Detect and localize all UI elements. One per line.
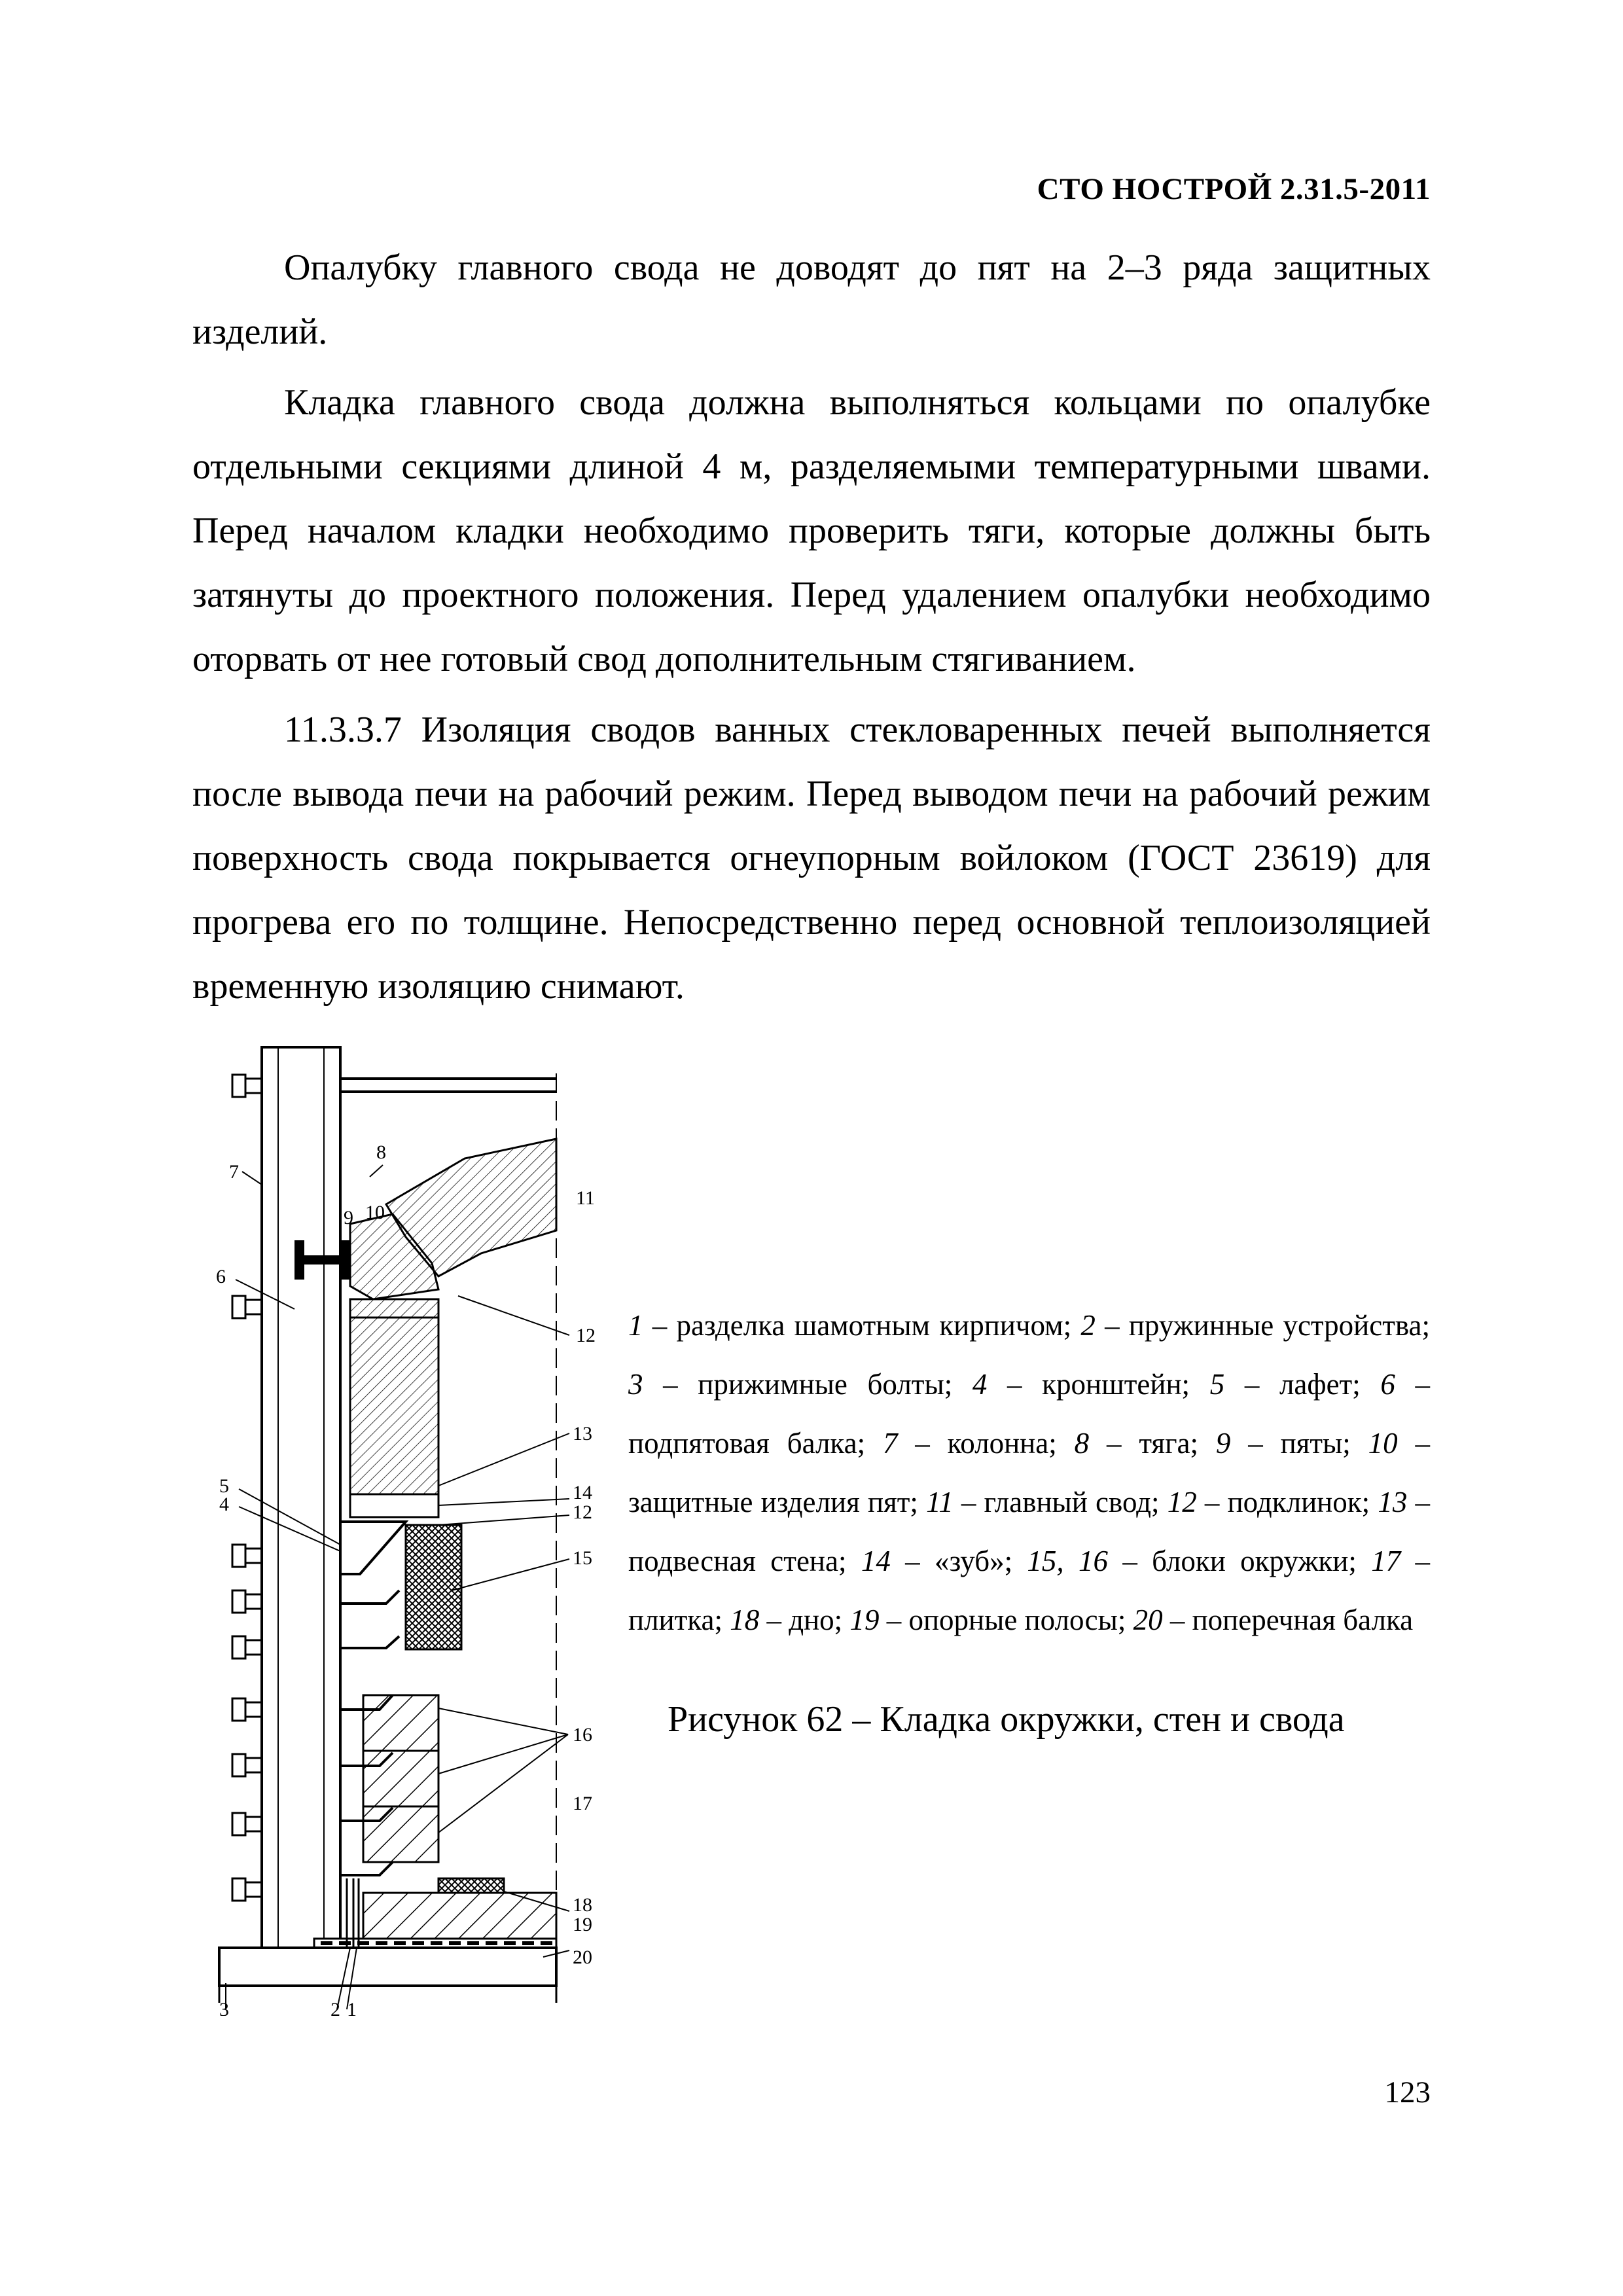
cross-beam (219, 1948, 556, 1986)
callout-16: 16 (573, 1724, 592, 1746)
document-header: СТО НОСТРОЙ 2.31.5-2011 (1037, 172, 1431, 206)
callout-8: 8 (376, 1141, 386, 1163)
paragraph: Опалубку главного свода не доводят до пят на 2–3 ряда защитных изделий. (192, 247, 1431, 352)
paragraph: 11.3.3.7 Изоляция сводов ванных стекловаренных печей выполняется после вывода печи на рабочий режим. Перед выводом печи на рабочий режим поверхность свода покрывается огнеупорным войлоком (ГОСТ 23619) для прогрева его по толщине. Непосредственно перед основной теплоизоляцией временную изоляцию снимают. (192, 709, 1431, 1007)
bracket (340, 1522, 406, 1574)
column (262, 1047, 340, 1964)
callout-2: 2 (330, 1999, 340, 2016)
wedge-upper (350, 1299, 438, 1318)
tile (438, 1878, 504, 1893)
callout-3: 3 (219, 1999, 229, 2016)
callout-7: 7 (229, 1161, 239, 1183)
callout-5: 5 (219, 1475, 229, 1497)
tank-blocks-lower (363, 1695, 438, 1862)
callout-12: 12 (573, 1501, 592, 1523)
body-text (192, 236, 1431, 1025)
tank-block-upper (406, 1525, 461, 1649)
callout-20: 20 (573, 1946, 592, 1968)
callout-17: 17 (573, 1793, 592, 1814)
spring-devices (347, 1878, 359, 1948)
drawing-svg (190, 1028, 596, 2016)
callout-15: 15 (573, 1547, 592, 1569)
callout-1: 1 (347, 1999, 357, 2016)
masonry-drawing (190, 1028, 596, 2016)
callout-10: 10 (365, 1202, 385, 1223)
tooth (350, 1494, 438, 1517)
callout-11: 11 (576, 1187, 595, 1209)
bolts (232, 1075, 262, 1901)
figure-legend: 1 – разделка шамотным кирпичом; 2 – пружинные устройства; 3 – прижимные болты; 4 – кронштейн; 5 – лафет; 6 – подпятовая балка; 7 – колонна; 8 – тяга; 9 – пяты; 10 – защитные изделия пят; 11 – главный свод; 12 – подклинок; 13 – подвесная стена; 14 – «зуб»; 15, 16 – блоки окружки; 17 – плитка; 18 – дно; 19 – опорные полосы; 20 – поперечная балка (628, 1309, 1431, 1636)
callout-18: 18 (573, 1894, 592, 1916)
callout-19: 19 (573, 1914, 592, 1935)
suspended-wall (350, 1318, 438, 1494)
callout-4: 4 (219, 1494, 229, 1515)
callout-12: 12 (576, 1325, 596, 1346)
callout-13: 13 (573, 1423, 592, 1444)
callout-14: 14 (573, 1482, 592, 1503)
skewback-beam (294, 1240, 350, 1280)
bottom (363, 1893, 556, 1939)
page-number: 123 (1384, 2075, 1431, 2109)
paragraph: Кладка главного свода должна выполняться кольцами по опалубке отдельными секциями длиной 4 м, разделяемыми температурными швами. Перед началом кладки необходимо проверить тяги, которые должны быть затянуты до проектного положения. Перед удалением опалубки необходимо оторвать от нее готовый свод дополнительным стягиванием. (192, 382, 1431, 679)
callout-6: 6 (216, 1266, 226, 1287)
figure-caption: Рисунок 62 – Кладка окружки, стен и свода (668, 1699, 1345, 1740)
callout-9: 9 (344, 1207, 353, 1229)
support-strips (314, 1939, 556, 1948)
